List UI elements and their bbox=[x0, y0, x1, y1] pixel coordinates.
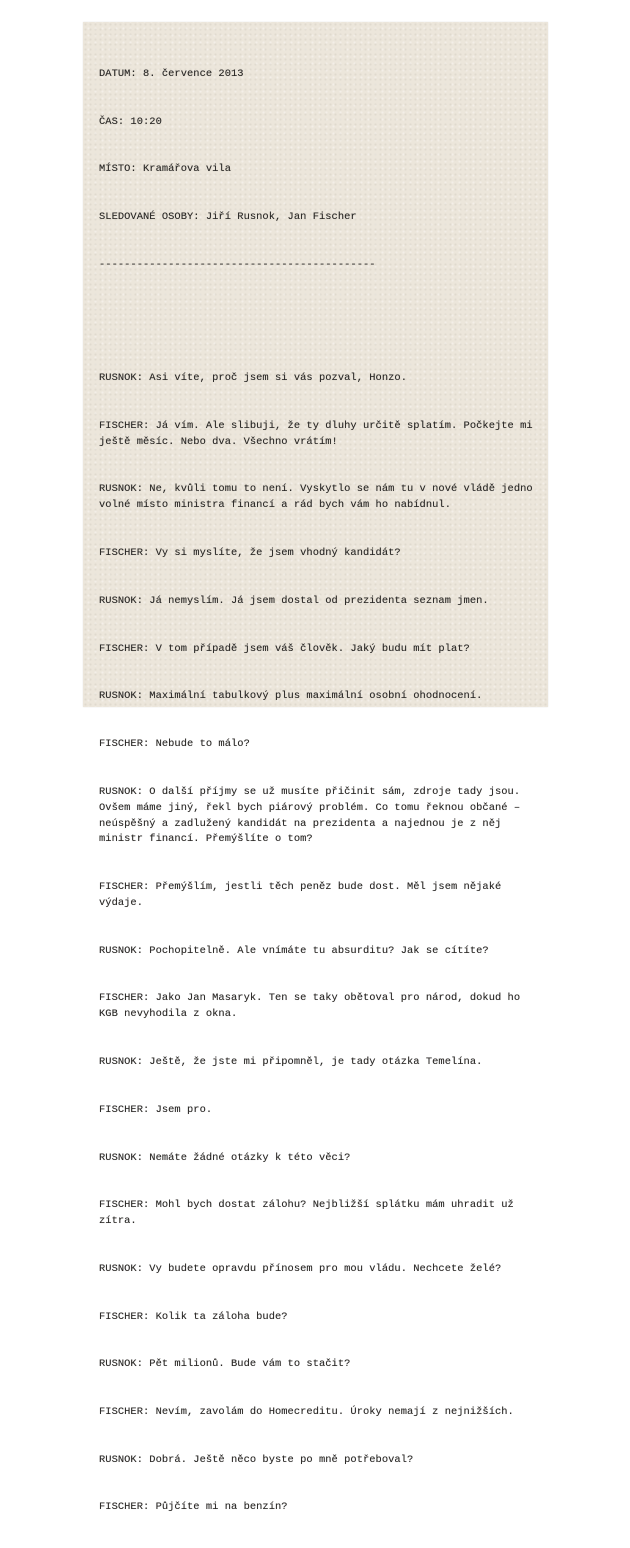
dialogue-line: RUSNOK: Pět milionů. Bude vám to stačit? bbox=[99, 1358, 351, 1371]
dialogue-line: RUSNOK: Ještě, že jste mi připomněl, je tady otázka Temelína. bbox=[99, 1056, 483, 1069]
dialogue-line: FISCHER: Vy si myslíte, že jsem vhodný kandidát? bbox=[99, 547, 401, 560]
header-persons: SLEDOVANÉ OSOBY: Jiří Rusnok, Jan Fischer bbox=[99, 210, 357, 223]
typewritten-page bbox=[83, 22, 548, 1514]
dialogue-line: FISCHER: Nebude to málo? bbox=[99, 737, 250, 750]
dialogue-line: RUSNOK: Já nemyslím. Já jsem dostal od prezidenta seznam jmen. bbox=[99, 594, 489, 607]
dialogue-line: RUSNOK: Maximální tabulkový plus maximální osobní ohodnocení. bbox=[99, 690, 483, 703]
dialogue-line: FISCHER: Přemýšlím, jestli těch peněz bude dost. Měl jsem nějaké výdaje. bbox=[99, 881, 508, 910]
dialogue-line: FISCHER: V tom případě jsem váš člověk. Jaký budu mít plat? bbox=[99, 642, 470, 655]
dialogue-line: FISCHER: Jako Jan Masaryk. Ten se taky obětoval pro národ, dokud ho KGB nevyhodila z okna. bbox=[99, 992, 527, 1021]
dialogue-line: FISCHER: Půjčíte mi na benzín? bbox=[99, 1501, 288, 1514]
dialogue-line: FISCHER: Nevím, zavolám do Homecreditu. Úroky nemají z nejnižších. bbox=[99, 1406, 514, 1419]
dialogue-line: RUSNOK: Ne, kvůli tomu to není. Vyskytlo se nám tu v nové vládě jedno volné místo ministra financí a rád bych vám ho nabídnul. bbox=[99, 483, 539, 512]
transcript bbox=[99, 35, 541, 1548]
dialogue-line: FISCHER: Mohl bych dostat zálohu? Nejbližší splátku mám uhradit už zítra. bbox=[99, 1199, 521, 1228]
header-place: MÍSTO: Kramářova vila bbox=[99, 163, 231, 176]
header-date: DATUM: 8. července 2013 bbox=[99, 67, 244, 80]
header-separator: -------------------------------------------- bbox=[99, 258, 376, 271]
dialogue-line: RUSNOK: Asi víte, proč jsem si vás pozval, Honzo. bbox=[99, 372, 407, 385]
dialogue-line: RUSNOK: Vy budete opravdu přínosem pro mou vládu. Nechcete želé? bbox=[99, 1262, 502, 1275]
header-time: ČAS: 10:20 bbox=[99, 115, 162, 128]
dialogue-line: RUSNOK: O další příjmy se už musíte přičinit sám, zdroje tady jsou. Ovšem máme jiný, řekl bych piárový problém. Co tomu řeknou občané – neúspěšný a zadlužený kandidát na prezidenta a najednou je z něj ministr financí. Přemýšlíte o tom? bbox=[99, 785, 527, 846]
dialogue-line: RUSNOK: Pochopitelně. Ale vnímáte tu absurditu? Jak se cítíte? bbox=[99, 944, 489, 957]
dialogue-line: FISCHER: Kolik ta záloha bude? bbox=[99, 1310, 288, 1323]
dialogue-line: FISCHER: Já vím. Ale slibuji, že ty dluhy určitě splatím. Počkejte mi ještě měsíc. Nebo dva. Všechno vrátím! bbox=[99, 419, 539, 448]
spacer bbox=[99, 305, 541, 323]
dialogue-line: RUSNOK: Nemáte žádné otázky k této věci? bbox=[99, 1151, 351, 1164]
dialogue-line: FISCHER: Jsem pro. bbox=[99, 1103, 213, 1116]
dialogue-line: RUSNOK: Dobrá. Ještě něco byste po mně potřeboval? bbox=[99, 1453, 414, 1466]
